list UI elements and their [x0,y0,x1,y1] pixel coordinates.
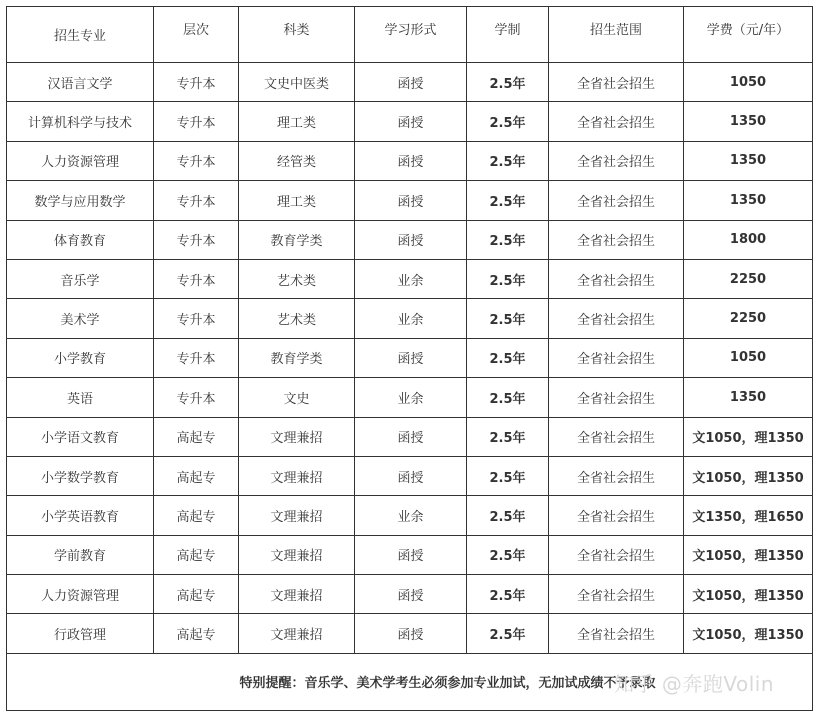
cell-category: 教育学类 [239,338,355,377]
cell-major: 小学语文教育 [7,417,154,456]
cell-study-mode: 函授 [355,102,467,141]
cell-tuition: 1350 [684,181,813,220]
table-row [7,338,813,377]
header-duration: 学制 [467,7,549,63]
cell-level: 专升本 [154,220,239,259]
cell-scope: 全省社会招生 [549,535,684,574]
cell-tuition: 2250 [684,299,813,338]
cell-tuition: 文1050，理1350 [684,535,813,574]
cell-level: 高起专 [154,496,239,535]
cell-duration: 2.5年 [467,63,549,102]
cell-scope: 全省社会招生 [549,496,684,535]
cell-study-mode: 函授 [355,181,467,220]
header-category: 科类 [239,7,355,63]
cell-category: 理工类 [239,181,355,220]
header-study-mode: 学习形式 [355,7,467,63]
cell-major: 汉语言文学 [7,63,154,102]
cell-tuition: 1350 [684,102,813,141]
table-body [7,63,813,654]
cell-category: 文史中医类 [239,63,355,102]
cell-tuition: 1350 [684,141,813,180]
table-header-row [7,7,813,63]
cell-tuition: 文1050，理1350 [684,456,813,495]
cell-duration: 2.5年 [467,220,549,259]
cell-level: 高起专 [154,614,239,653]
cell-category: 文理兼招 [239,614,355,653]
table-row [7,575,813,614]
cell-study-mode: 业余 [355,299,467,338]
cell-study-mode: 函授 [355,141,467,180]
table-row [7,456,813,495]
cell-category: 经管类 [239,141,355,180]
cell-major: 英语 [7,378,154,417]
table-row [7,220,813,259]
cell-duration: 2.5年 [467,102,549,141]
cell-level: 高起专 [154,535,239,574]
cell-major: 小学英语教育 [7,496,154,535]
table-row [7,102,813,141]
cell-tuition: 文1050，理1350 [684,417,813,456]
zhihu-watermark: 知乎 @奔跑Volin [614,672,775,696]
cell-major: 人力资源管理 [7,575,154,614]
cell-study-mode: 函授 [355,417,467,456]
cell-duration: 2.5年 [467,575,549,614]
cell-major: 美术学 [7,299,154,338]
cell-level: 专升本 [154,181,239,220]
header-scope: 招生范围 [549,7,684,63]
cell-study-mode: 函授 [355,575,467,614]
cell-level: 专升本 [154,259,239,298]
cell-major: 小学教育 [7,338,154,377]
table-row [7,63,813,102]
cell-duration: 2.5年 [467,378,549,417]
cell-duration: 2.5年 [467,417,549,456]
cell-category: 文理兼招 [239,417,355,456]
cell-tuition: 文1050，理1350 [684,614,813,653]
table-row [7,259,813,298]
cell-tuition: 1350 [684,378,813,417]
cell-tuition: 1050 [684,338,813,377]
cell-scope: 全省社会招生 [549,417,684,456]
cell-duration: 2.5年 [467,496,549,535]
cell-duration: 2.5年 [467,456,549,495]
table-row [7,417,813,456]
cell-tuition: 1050 [684,63,813,102]
header-major: 招生专业 [7,7,154,63]
cell-category: 文理兼招 [239,575,355,614]
cell-scope: 全省社会招生 [549,299,684,338]
special-reminder-text: 特别提醒：音乐学、美术学考生必须参加专业加试，无加试成绩不予录取 [239,676,656,692]
cell-scope: 全省社会招生 [549,220,684,259]
cell-major: 音乐学 [7,259,154,298]
cell-study-mode: 函授 [355,535,467,574]
cell-level: 高起专 [154,456,239,495]
cell-scope: 全省社会招生 [549,259,684,298]
cell-duration: 2.5年 [467,181,549,220]
cell-category: 文理兼招 [239,496,355,535]
cell-major: 人力资源管理 [7,141,154,180]
enrollment-table [6,6,813,711]
cell-study-mode: 函授 [355,338,467,377]
cell-scope: 全省社会招生 [549,181,684,220]
cell-study-mode: 函授 [355,614,467,653]
table-row [7,614,813,653]
cell-tuition: 文1350，理1650 [684,496,813,535]
cell-study-mode: 业余 [355,259,467,298]
cell-study-mode: 函授 [355,63,467,102]
cell-scope: 全省社会招生 [549,456,684,495]
cell-tuition: 文1050，理1350 [684,575,813,614]
cell-major: 学前教育 [7,535,154,574]
cell-category: 艺术类 [239,299,355,338]
cell-category: 文理兼招 [239,535,355,574]
cell-category: 艺术类 [239,259,355,298]
header-level: 层次 [154,7,239,63]
cell-major: 数学与应用数学 [7,181,154,220]
cell-duration: 2.5年 [467,338,549,377]
cell-scope: 全省社会招生 [549,378,684,417]
cell-duration: 2.5年 [467,141,549,180]
cell-level: 专升本 [154,378,239,417]
cell-duration: 2.5年 [467,299,549,338]
cell-level: 高起专 [154,417,239,456]
cell-level: 专升本 [154,63,239,102]
cell-scope: 全省社会招生 [549,575,684,614]
table-row [7,535,813,574]
cell-category: 教育学类 [239,220,355,259]
cell-major: 小学数学教育 [7,456,154,495]
cell-major: 计算机科学与技术 [7,102,154,141]
cell-level: 专升本 [154,141,239,180]
cell-study-mode: 函授 [355,456,467,495]
cell-study-mode: 业余 [355,378,467,417]
cell-category: 文史 [239,378,355,417]
cell-major: 体育教育 [7,220,154,259]
cell-study-mode: 业余 [355,496,467,535]
cell-duration: 2.5年 [467,614,549,653]
cell-level: 专升本 [154,102,239,141]
header-tuition: 学费（元/年） [684,7,813,63]
cell-scope: 全省社会招生 [549,141,684,180]
cell-study-mode: 函授 [355,220,467,259]
cell-level: 高起专 [154,575,239,614]
cell-major: 行政管理 [7,614,154,653]
cell-category: 文理兼招 [239,456,355,495]
cell-level: 专升本 [154,299,239,338]
cell-level: 专升本 [154,338,239,377]
table-row [7,378,813,417]
cell-tuition: 2250 [684,259,813,298]
cell-tuition: 1800 [684,220,813,259]
cell-category: 理工类 [239,102,355,141]
table-row [7,141,813,180]
cell-scope: 全省社会招生 [549,614,684,653]
table-row [7,181,813,220]
cell-scope: 全省社会招生 [549,338,684,377]
cell-scope: 全省社会招生 [549,63,684,102]
table-row [7,496,813,535]
cell-duration: 2.5年 [467,259,549,298]
cell-duration: 2.5年 [467,535,549,574]
table-row [7,299,813,338]
cell-scope: 全省社会招生 [549,102,684,141]
